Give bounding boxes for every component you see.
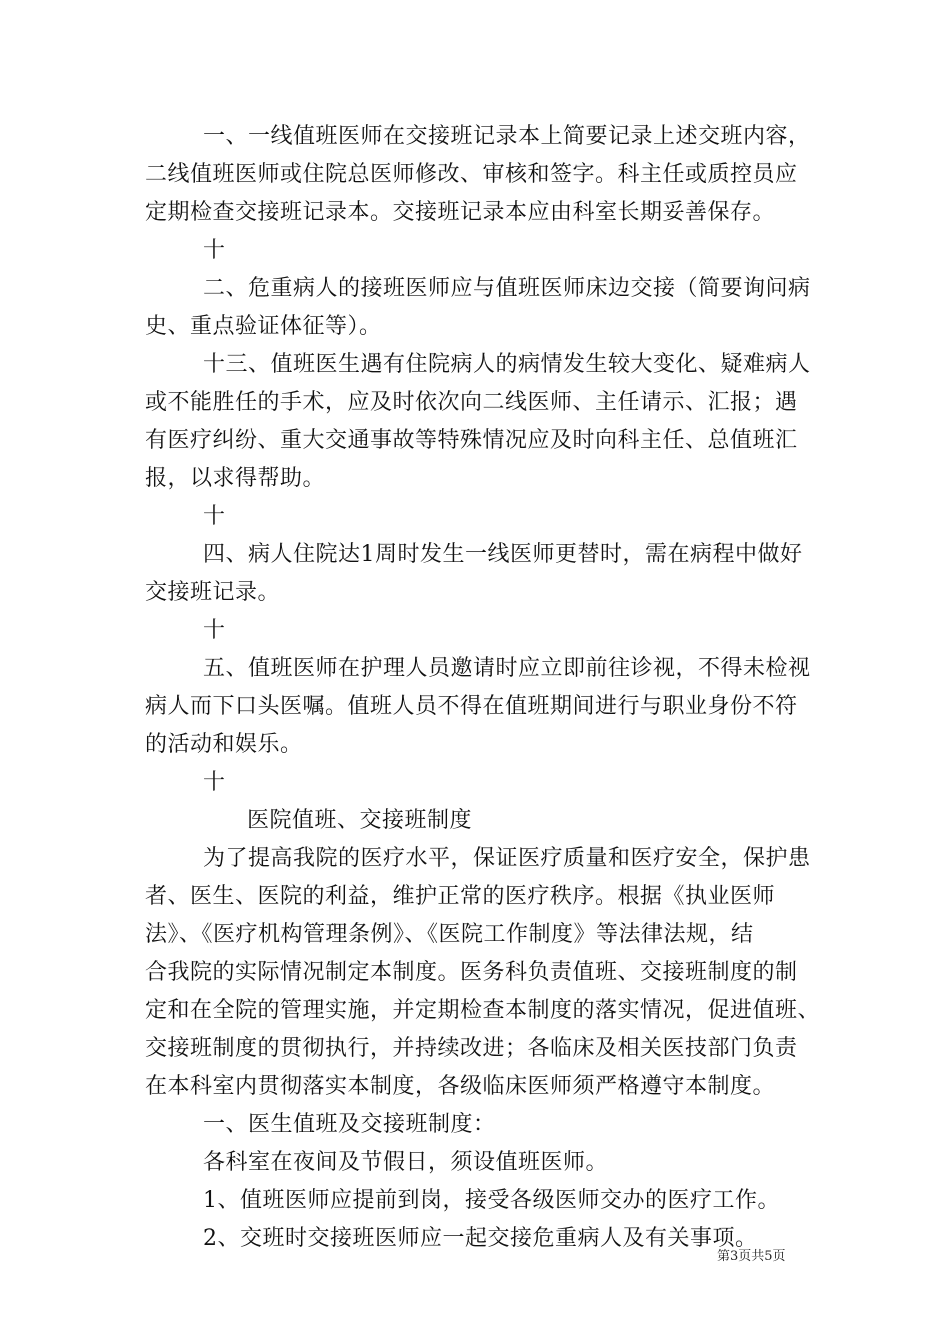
paragraph-line: 报，以求得帮助。 [145,466,326,491]
paragraph-line: 为了提高我院的医疗水平，保证医疗质量和医疗安全，保护患 [203,846,811,871]
page-number-footer: 第3页共5页 [717,1249,786,1264]
paragraph-line: 定和在全院的管理实施，并定期检查本制度的落实情况，促进值班、 [145,998,821,1023]
paragraph-line: 十 [203,504,226,529]
paragraph-line: 者、医生、医院的利益，维护正常的医疗秩序。根据《执业医师 [145,884,776,909]
paragraph-line: 十 [203,618,226,643]
paragraph-line: 一、医生值班及交接班制度： [203,1112,496,1137]
paragraph-line: 交接班记录。 [145,580,281,605]
paragraph-line: 合我院的实际情况制定本制度。医务科负责值班、交接班制度的制 [145,960,798,985]
paragraph-line: 五、值班医师在护理人员邀请时应立即前往诊视，不得未检视 [203,656,811,681]
paragraph-line: 各科室在夜间及节假日，须设值班医师。 [203,1150,609,1175]
paragraph-line: 法》、《医疗机构管理条例》、《医院工作制度》等法律法规，结 [145,922,754,947]
paragraph-line: 十 [203,770,226,795]
paragraph-line: 病人而下口头医嘱。值班人员不得在值班期间进行与职业身份不符 [145,694,798,719]
paragraph-line: 有医疗纠纷、重大交通事故等特殊情况应及时向科主任、总值班汇 [145,428,798,453]
paragraph-line: 1、值班医师应提前到岗，接受各级医师交办的医疗工作。 [203,1188,780,1213]
paragraph-line: 十三、值班医生遇有住院病人的病情发生较大变化、疑难病人 [203,352,811,377]
section-title: 医院值班、交接班制度 [247,808,473,833]
paragraph-line: 二线值班医师或住院总医师修改、审核和签字。科主任或质控员应 [145,162,798,187]
paragraph-line: 2、交班时交接班医师应一起交接危重病人及有关事项。 [203,1226,758,1251]
paragraph-line: 一、一线值班医师在交接班记录本上简要记录上述交班内容， [203,124,811,149]
paragraph-line: 交接班制度的贯彻执行，并持续改进；各临床及相关医技部门负责 [145,1036,798,1061]
paragraph-line: 的活动和娱乐。 [145,732,303,757]
paragraph-line: 二、危重病人的接班医师应与值班医师床边交接（简要询问病 [203,276,811,301]
paragraph-line: 四、病人住院达1周时发生一线医师更替时，需在病程中做好 [203,542,803,567]
paragraph-line: 或不能胜任的手术，应及时依次向二线医师、主任请示、汇报；遇 [145,390,798,415]
paragraph-line: 在本科室内贯彻落实本制度，各级临床医师须严格遵守本制度。 [145,1074,776,1099]
document-body [145,118,821,1258]
paragraph-line: 定期检查交接班记录本。交接班记录本应由科室长期妥善保存。 [145,200,776,225]
paragraph-line: 史、重点验证体征等）。 [145,314,382,339]
paragraph-line: 十 [203,238,226,263]
